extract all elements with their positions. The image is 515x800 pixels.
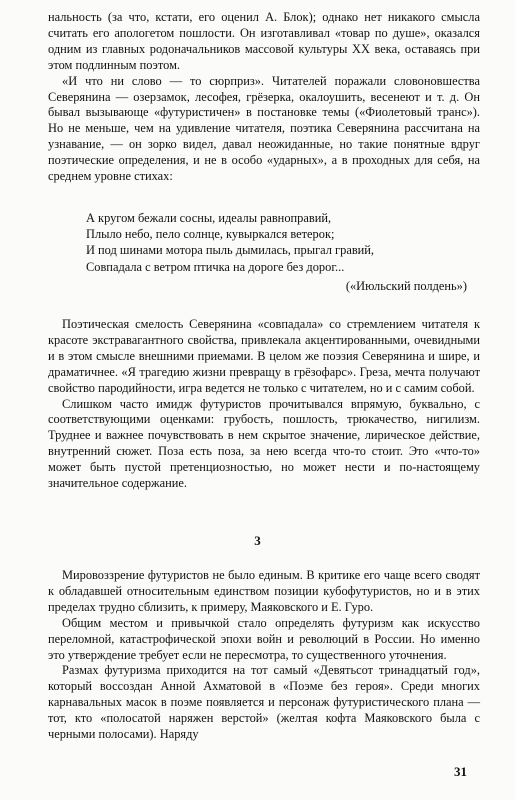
top-text-block bbox=[48, 10, 480, 185]
poem-quote bbox=[86, 210, 466, 275]
poem-source-caption: («Июльский полдень») bbox=[345, 279, 467, 293]
poem-line: Совпадала с ветром птичка на дороге без дорог... bbox=[86, 259, 345, 274]
middle-text-block bbox=[48, 317, 480, 492]
paragraph-severyanin-neologisms: «И что ни слово — то сюрприз». Читателей поражали словоновшества Северянина — озерзамок, лесофея, грёзерка, окалоушить, весенеют и т. д. Он бывал вызывающе «футуристичен» в постановке темы («Фиолетовый транс»). Но не меньше, чем на удивление читателя, поэтика Северянина рассчитана на узнавание, — он зорко видел, давал неожиданные, но такие понятные вдруг поэтические определения, и не в особо «ударных», а в проходных для себя, на среднем уровне стихах: bbox=[48, 73, 480, 184]
bottom-text-block bbox=[48, 568, 480, 743]
paragraph-1913: Размах футуризма приходится на тот самый «Девятьсот тринадцатый год», который воссоздан Анной Ахматовой в «Поэме без героя». Среди многих карнавальных масок в поэме появляется и персонаж футуристического плана — тот, кто «полосатой наряжен верстой» (желтая кофта Маяковского была с черными полосами). Наряду bbox=[48, 663, 480, 742]
paragraph-futurist-image: Слишком часто имидж футуристов прочитывался впрямую, буквально, с соответствующими оценками: грубость, пошлость, трюкачество, нигилизм. Труднее и важнее почувствовать в нем скрытое значение, лирическое действие, внутренний сюжет. Поза есть поза, за нею всегда что-то стоит. Это «что-то» может быть пустой претенциозностью, но может нести и по-настоящему значительное содержание. bbox=[48, 396, 480, 491]
poem-line: Плыло небо, пело солнце, кувыркался ветерок; bbox=[86, 227, 335, 242]
poem-line: А кругом бежали сосны, идеалы равноправий, bbox=[86, 211, 332, 225]
paragraph-continuation: нальность (за что, кстати, его оценил А. Блок); однако нет никакого смысла считать его апологетом пошлости. Он изготавливал «товар по душе», оказался одним из главных родоначальников массовой культуры XX века, оставаясь при этом подлинным поэтом. bbox=[48, 10, 480, 72]
paragraph-poetic-boldness: Поэтическая смелость Северянина «совпадала» со стремлением читателя к красоте экстравагантного свойства, привлекала акцентированными, очевидными и в этом смысле внешними приемами. В целом же поэзия Северянина и шире, и драматичнее. «Я трагедию жизни превращу в грёзофарс». Греза, мечта получают свойство пародийности, игра ведется не только с читателем, но и с самим собой. bbox=[48, 317, 480, 395]
page-number: 31 bbox=[454, 764, 467, 779]
paragraph-common-place: Общим местом и привычкой стало определять футуризм как искусство переломной, катастрофической эпохи войн и революций в России. Но именно это утверждение требует если не пересмотра, то существенного уточнения. bbox=[48, 615, 480, 662]
section-number: 3 bbox=[254, 533, 261, 548]
paragraph-worldview: Мировоззрение футуристов не было единым. В критике его чаще всего сводят к обладавшей относительным единством позиции кубофутуристов, но и в этих пределах трудно сблизить, к примеру, Маяковского и Е. Гуро. bbox=[48, 568, 480, 614]
poem-line: И под шинами мотора пыль дымилась, прыгал гравий, bbox=[86, 243, 375, 258]
